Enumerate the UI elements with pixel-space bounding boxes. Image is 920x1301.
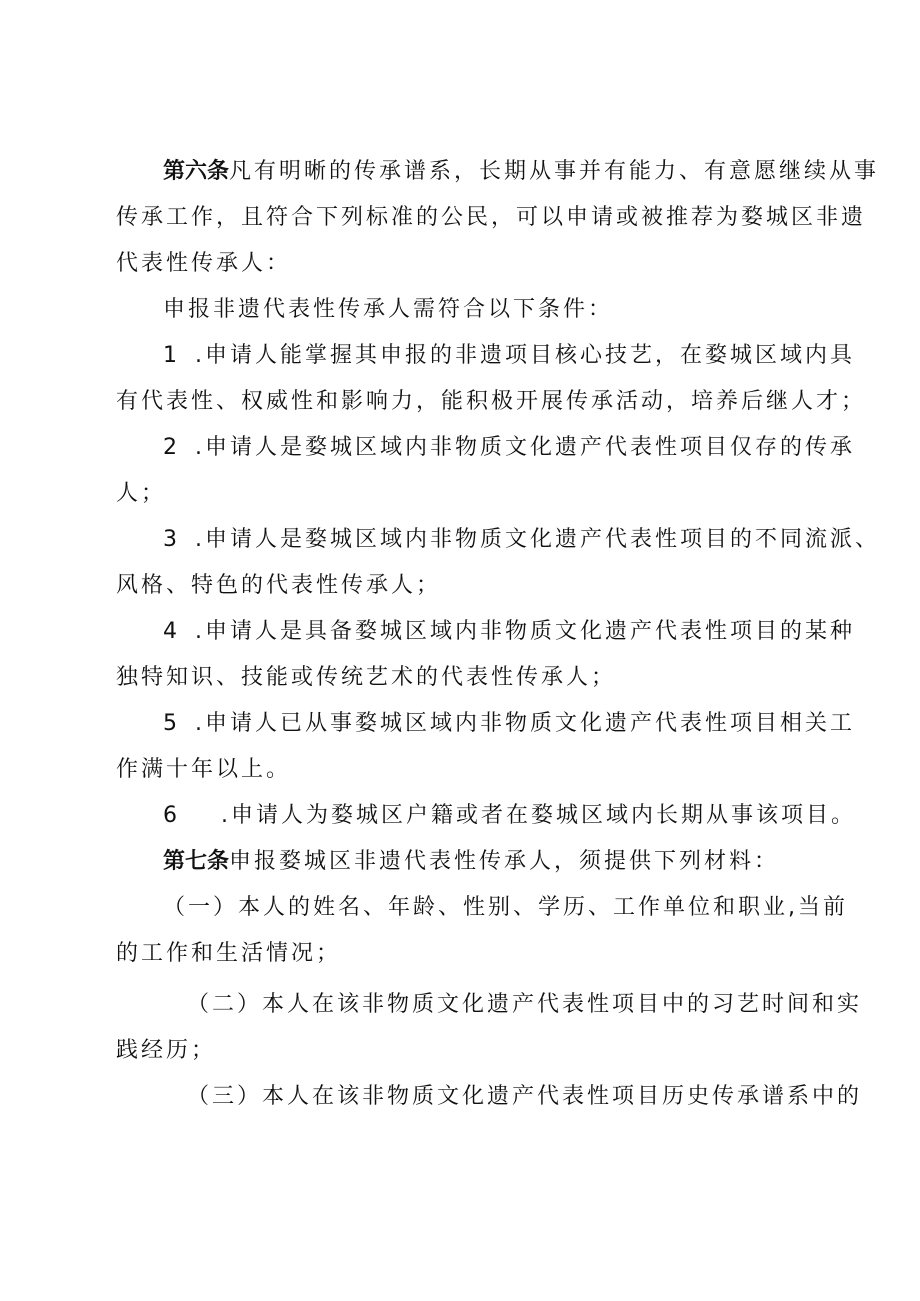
material-1-line1: （一）本人的姓名、年龄、性别、学历、工作单位和职业,当前 <box>163 895 848 920</box>
article6-text-line3: 代表性传承人： <box>116 251 292 276</box>
condition-1-line1 <box>163 341 855 371</box>
material-1-line2: 的工作和生活情况； <box>116 941 342 966</box>
condition-3-number: 3 <box>163 527 177 552</box>
condition-2-line1 <box>163 433 855 463</box>
article6-first-line <box>163 157 879 187</box>
condition-1-number: 1 <box>163 343 177 368</box>
condition-2-line2: 人； <box>116 481 167 506</box>
condition-5-line1 <box>163 709 855 739</box>
condition-6-number: 6 <box>163 803 177 828</box>
condition-4-line2: 独特知识、技能或传统艺术的代表性传承人； <box>116 665 617 690</box>
condition-4-line1 <box>163 617 855 647</box>
condition-5-number: 5 <box>163 711 177 736</box>
condition-1-text: .申请人能掌握其申报的非遗项目核心技艺，在婺城区域内具 <box>195 343 855 368</box>
article7-line <box>163 847 779 877</box>
conditions-intro: 申报非遗代表性传承人需符合以下条件： <box>163 297 614 322</box>
condition-3-text: .申请人是婺城区域内非物质文化遗产代表性项目的不同流派、 <box>195 527 880 552</box>
article7-text: 申报婺城区非遗代表性传承人，须提供下列材料： <box>229 849 780 874</box>
article7-heading: 第七条 <box>163 849 230 874</box>
material-3-line1: （三）本人在该非物质文化遗产代表性项目历史传承谱系中的 <box>187 1084 863 1109</box>
condition-4-number: 4 <box>163 619 177 644</box>
article6-heading: 第六条 <box>163 159 230 184</box>
material-2-line1: （二）本人在该非物质文化遗产代表性项目中的习艺时间和实 <box>187 992 863 1017</box>
condition-2-text: .申请人是婺城区域内非物质文化遗产代表性项目仅存的传承 <box>195 435 855 460</box>
material-2-line2: 践经历； <box>116 1038 217 1063</box>
condition-3-line2: 风格、特色的代表性传承人； <box>116 573 442 598</box>
condition-6-text: .申请人为婺城区户籍或者在婺城区域内长期从事该项目。 <box>221 803 856 828</box>
condition-4-text: .申请人是具备婺城区域内非物质文化遗产代表性项目的某种 <box>195 619 855 644</box>
condition-2-number: 2 <box>163 435 177 460</box>
condition-1-line2: 有代表性、权威性和影响力，能积极开展传承活动，培养后继人才； <box>116 389 867 414</box>
article6-text-line1: 凡有明晰的传承谱系，长期从事并有能力、有意愿继续从事 <box>229 159 880 184</box>
condition-5-text: .申请人已从事婺城区域内非物质文化遗产代表性项目相关工 <box>195 711 855 736</box>
article6-text-line2: 传承工作，且符合下列标准的公民，可以申请或被推荐为婺城区非遗 <box>116 205 867 230</box>
condition-6-line1 <box>163 801 856 831</box>
condition-5-line2: 作满十年以上。 <box>116 757 292 782</box>
condition-3-line1 <box>163 525 880 555</box>
